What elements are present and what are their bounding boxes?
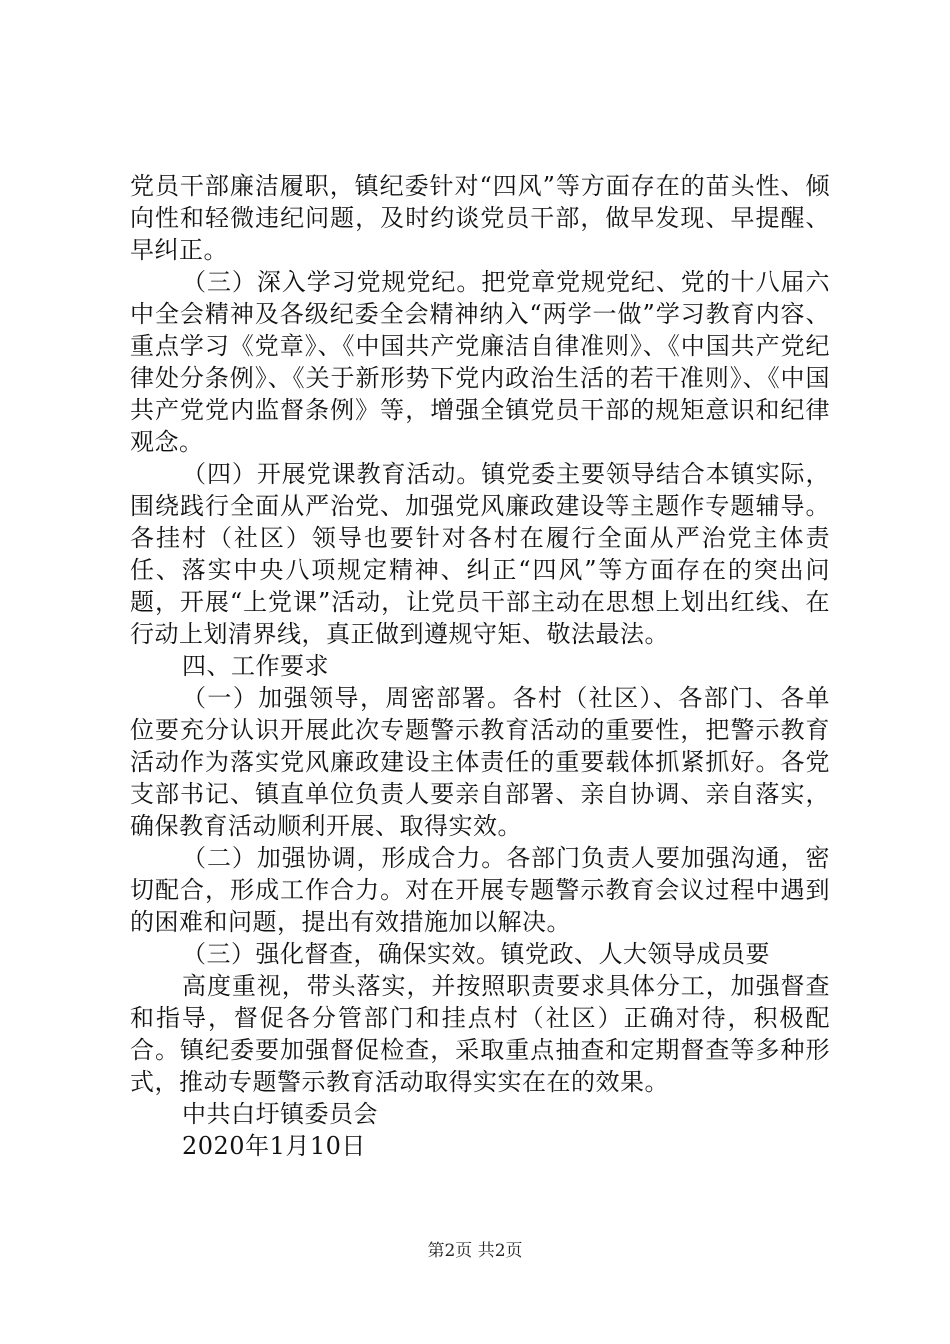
signature-date: 2020年1月10日: [182, 1132, 366, 1160]
page-number-label: 第2页 共2页: [427, 1241, 523, 1261]
paragraph-party-lessons: （四）开展党课教育活动。镇党委主要领导结合本镇实际，围绕践行全面从严治党、加强党风廉政建设等主题作专题辅导。各挂村（社区）领导也要针对各村在履行全面从严治党主体责任、落实中央八项规定精神、纠正“四风”等方面存在的突出问题，开展“上党课”活动，让党员干部主动在思想上划出红线、在行动上划清界线，真正做到遵规守矩、敬法最法。: [130, 460, 830, 648]
paragraph-coordination: （二）加强协调，形成合力。各部门负责人要加强沟通，密切配合，形成工作合力。对在开展专题警示教育会议过程中遇到的困难和问题，提出有效措施加以解决。: [130, 844, 830, 936]
page-footer: [0, 1240, 950, 1262]
document-body: [130, 170, 830, 1162]
section-heading-work-requirements: 四、工作要求: [182, 652, 329, 680]
paragraph-leadership: （一）加强领导，周密部署。各村（社区）、各部门、各单位要充分认识开展此次专题警示教育活动的重要性，把警示教育活动作为落实党风廉政建设主体责任的重要载体抓紧抓好。各党支部书记、镇直单位负责人要亲自部署、亲自协调、亲自落实，确保教育活动顺利开展、取得实效。: [130, 684, 830, 840]
paragraph-continued: 党员干部廉洁履职，镇纪委针对“四风”等方面存在的苗头性、倾向性和轻微违纪问题，及时约谈党员干部，做早发现、早提醒、早纠正。: [130, 172, 830, 264]
signature-organization: 中共白圩镇委员会: [182, 1100, 378, 1128]
paragraph-study-rules: （三）深入学习党规党纪。把党章党规党纪、党的十八届六中全会精神及各级纪委全会精神纳入“两学一做”学习教育内容、重点学习《党章》、《中国共产党廉洁自律准则》、《中国共产党纪律处分条例》、《关于新形势下党内政治生活的若干准则》、《中国共产党党内监督条例》等，增强全镇党员干部的规矩意识和纪律观念。: [130, 268, 830, 456]
paragraph-supervision-continued: 高度重视，带头落实，并按照职责要求具体分工，加强督查和指导，督促各分管部门和挂点村（社区）正确对待，积极配合。镇纪委要加强督促检查，采取重点抽查和定期督查等多种形式，推动专题警示教育活动取得实实在在的效果。: [130, 972, 830, 1096]
paragraph-supervision: （三）强化督查，确保实效。镇党政、人大领导成员要: [182, 940, 770, 968]
